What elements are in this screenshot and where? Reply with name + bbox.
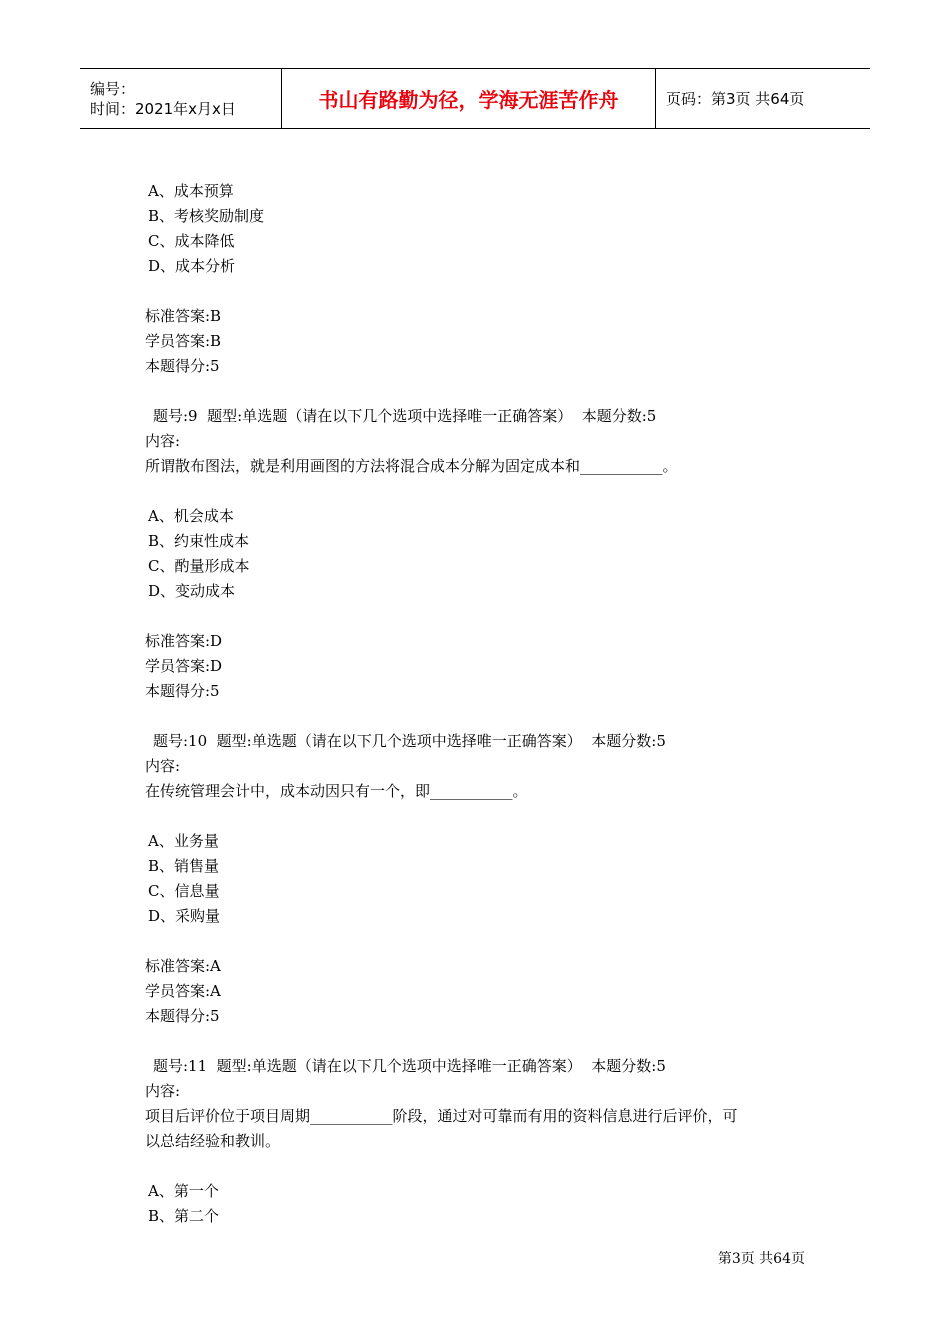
option-c: C、酌量形成本 [148,557,250,575]
header-page-info [656,69,870,128]
student-answer: 学员答案:D [145,657,223,675]
option-a: A、机会成本 [148,507,234,525]
option-d: D、成本分析 [148,257,236,275]
standard-answer: 标准答案:A [145,957,221,975]
option-d: D、采购量 [148,907,221,925]
page-header [80,68,870,129]
question-score: 本题得分:5 [145,1007,220,1025]
time-label: 时间：2021年x月x日 [90,99,236,118]
page-footer: 第3页 共64页 [717,1251,805,1267]
option-b: B、考核奖励制度 [148,207,265,225]
document-body [145,179,825,1229]
question-header: 题号:9 题型:单选题（请在以下几个选项中选择唯一正确答案） 本题分数:5 [153,407,657,425]
option-b: B、销售量 [148,857,220,875]
option-c: C、成本降低 [148,232,235,250]
header-motto [282,69,656,128]
question-text-line-2: 以总结经验和教训。 [145,1132,281,1150]
header-meta [80,69,282,128]
motto-text: 书山有路勤为径，学海无涯苦作舟 [318,88,619,112]
number-label: 编号： [90,79,136,98]
option-b: B、第二个 [148,1207,220,1225]
question-text: 所谓散布图法，就是利用画图的方法将混合成本分解为固定成本和___________。 [145,457,678,475]
option-d: D、变动成本 [148,582,236,600]
student-answer: 学员答案:A [145,982,221,1000]
content-label: 内容: [145,432,181,450]
question-text-line-1: 项目后评价位于项目周期___________阶段，通过对可靠而有用的资料信息进行后评价，可 [145,1107,738,1125]
standard-answer: 标准答案:D [145,632,223,650]
question-header: 题号:10 题型:单选题（请在以下几个选项中选择唯一正确答案） 本题分数:5 [153,732,666,750]
question-text: 在传统管理会计中，成本动因只有一个，即___________。 [145,782,528,800]
question-header: 题号:11 题型:单选题（请在以下几个选项中选择唯一正确答案） 本题分数:5 [153,1057,666,1075]
option-b: B、约束性成本 [148,532,250,550]
content-label: 内容: [145,1082,181,1100]
question-score: 本题得分:5 [145,357,220,375]
option-c: C、信息量 [148,882,220,900]
option-a: A、第一个 [148,1182,219,1200]
content-label: 内容: [145,757,181,775]
option-a: A、业务量 [148,832,219,850]
page-info-text: 页码：第3页 共64页 [666,90,805,108]
student-answer: 学员答案:B [145,332,222,350]
question-score: 本题得分:5 [145,682,220,700]
standard-answer: 标准答案:B [145,307,222,325]
option-a: A、成本预算 [148,182,234,200]
